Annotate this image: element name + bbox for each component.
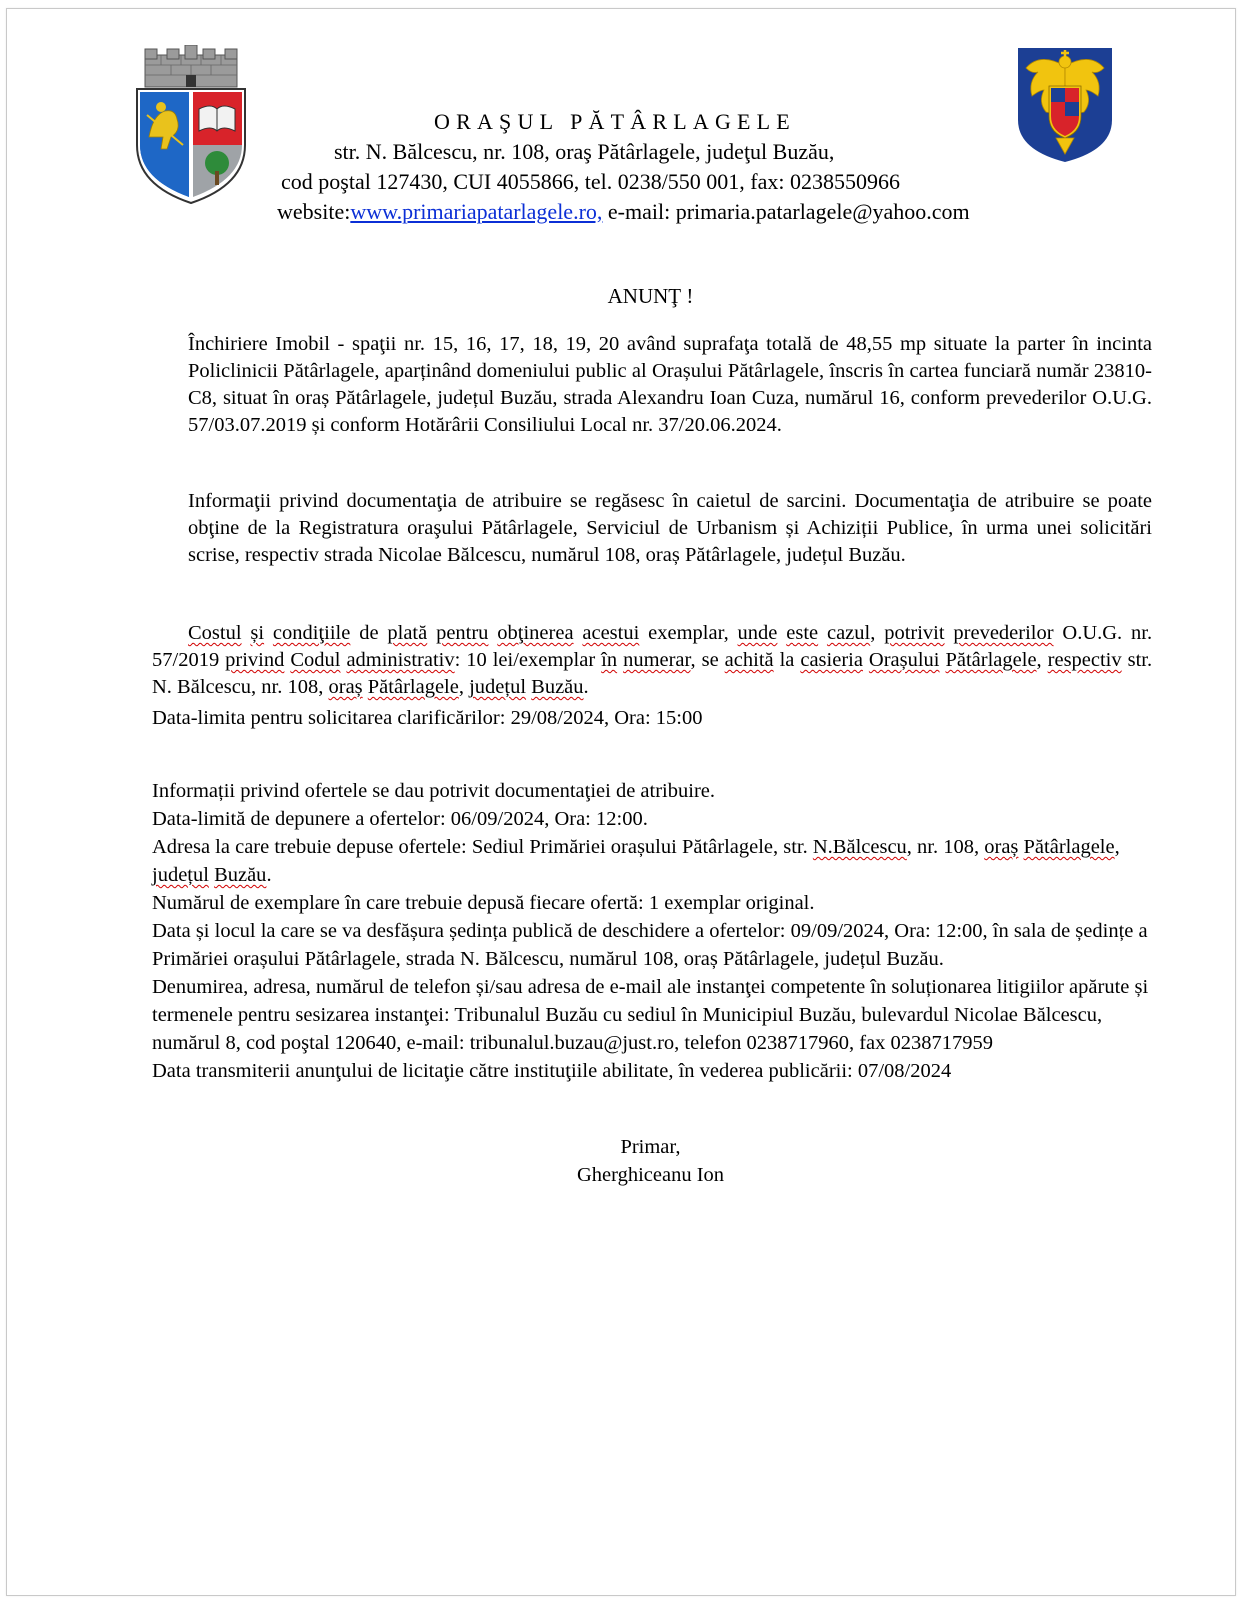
flagged-word: în [601,649,618,671]
paragraph-documentation: Informaţii privind documentaţia de atribuire se regăsesc în caietul de sarcini. Documentaţia de atribuire se poate obţine de la Registratura oraşului Pătârlagele, Serviciul de Urbanism și Achiziții Publice, în urma unei solicitări scrise, respectiv strada Nicolae Bălcescu, numărul 108, oraș Pătârlagele, județul Buzău. [188,490,1152,566]
text-run: . [583,676,589,698]
text-run [427,622,436,644]
text-run: str. N. Bălcescu, nr. 108, [152,649,1153,698]
flagged-word: Buzău [531,676,584,698]
flagged-word: privind [225,649,285,671]
flagged-word: este [786,622,819,644]
address-sep: , [1114,836,1120,858]
address-end: . [266,864,272,886]
text-run: exemplar, [639,622,738,644]
flagged-word: județul [469,676,527,698]
flagged-word: Pătârlagele [945,649,1037,671]
flagged-word: și [250,622,265,644]
institution-web-email [277,199,970,225]
flagged-word: cazul [826,622,871,644]
text-run: la [773,649,801,671]
website-label: website: [277,199,351,224]
address-county: Buzău [214,864,267,886]
flagged-word: Pătârlagele [367,676,459,698]
offers-address [152,833,1152,889]
flagged-word: Orașului [868,649,940,671]
paragraph-rental-object: Închiriere Imobil - spaţii nr. 15, 16, 17, 18, 19, 20 având suprafaţa totală de 48,55 mp situate la parter în incinta Policlinicii Pătârlagele, aparținând domeniului public al Orașului Pătârlagele, înscris în cartea funciară număr 23810-C8, situat în oraș Pătârlagele, județul Buzău, strada Alexandru Ioan Cuza, numărul 16, conform prevederilor O.U.G. 57/03.07.2019 și conform Hotărârii Consiliului Local nr. 37/20.06.2024. [188,333,1152,436]
flagged-word: administrativ [346,649,455,671]
flagged-word: potrivit [884,622,945,644]
flagged-word: Costul [188,622,242,644]
address-county-type: județul [152,864,209,886]
flagged-word: unde [737,622,778,644]
text-run: O.U.G. nr. 57/2019 [152,622,1153,671]
website-link[interactable]: www.primariapatarlagele.ro, [350,199,603,224]
flagged-word: oraș [328,676,363,698]
text-run [777,622,786,644]
flagged-word: numerar [623,649,691,671]
institution-contact: cod poştal 127430, CUI 4055866, tel. 0238/550 001, fax: 0238550966 [281,169,901,194]
flagged-word: plată [387,622,428,644]
competent-court: Denumirea, adresa, numărul de telefon și/sau adresa de e-mail ale instanţei competente în soluționarea litigiilor apărute și termenele pentru sesizarea instanţei: Tribunalul Buzău cu sediul în Municipiul Buzău, bulevardul Nicolae Bălcescu, numărul 8, cod poştal 120640, e-mail: tribunalul.buzau@just.ro, telefon 0238717960, fax 0238717959 [152,976,1149,1054]
text-run: , [1036,649,1048,671]
offer-copies: Numărul de exemplare în care trebuie depusă fiecare ofertă: 1 exemplar original. [152,892,815,914]
flagged-word: achită [724,649,774,671]
opening-session: Data și locul la care se va desfășura ședința publică de deschidere a ofertelor: 09/09/2024, Ora: 12:00, în sala de ședințe a Primăriei orașului Pătârlagele, strada N. Bălcescu, numărul 108, oraș Pătârlagele, județul Buzău. [152,920,1148,970]
text-run: de [350,622,388,644]
announcement-heading: ANUNŢ ! [607,284,694,308]
text-run [264,622,273,644]
flagged-word: acestui [582,622,640,644]
flagged-word: Codul [290,649,341,671]
town-coat-of-arms-icon [131,45,251,205]
signature-name: Gherghiceanu Ion [576,1164,725,1186]
text-run [488,622,497,644]
signature-role: Primar, [620,1136,681,1158]
paragraph-cost [152,620,1152,701]
flagged-word: prevederilor [953,622,1054,644]
flagged-word: condiţiile [272,622,351,644]
transmission-date: Data transmiterii anunţului de licitaţie către instituţiile abilitate, în vederea publicării: 07/08/2024 [152,1060,952,1082]
text-run: : 10 lei/exemplar [454,649,602,671]
email-text: e-mail: primaria.patarlagele@yahoo.com [602,199,970,224]
flagged-word: respectiv [1047,649,1122,671]
flagged-word: casieria [800,649,863,671]
institution-address: str. N. Bălcescu, nr. 108, oraş Pătârlagele, judeţul Buzău, [334,139,835,164]
institution-title: ORAŞUL PĂTÂRLAGELE [434,109,796,134]
address-town: Pătârlagele [1023,836,1115,858]
offers-deadline: Data-limită de depunere a ofertelor: 06/09/2024, Ora: 12:00. [152,808,648,830]
address-town-type: oraș [984,836,1019,858]
address-street: N.Bălcescu [812,836,907,858]
flagged-word: obţinerea [497,622,574,644]
flagged-word: pentru [436,622,489,644]
text-run: , se [690,649,725,671]
clarification-deadline: Data-limita pentru solicitarea clarificărilor: 29/08/2024, Ora: 15:00 [152,707,703,729]
offers-info: Informații privind ofertele se dau potrivit documentaţiei de atribuire. [152,780,715,802]
address-number: , nr. 108, [906,836,985,858]
text-run: , [870,622,885,644]
romania-coat-of-arms-icon [1016,46,1114,164]
text-run [818,622,827,644]
address-text: Adresa la care trebuie depuse ofertele: Sediul Primăriei orașului Pătârlagele, str. [152,836,813,858]
offer-details [152,777,1152,1085]
text-run: , [458,676,470,698]
